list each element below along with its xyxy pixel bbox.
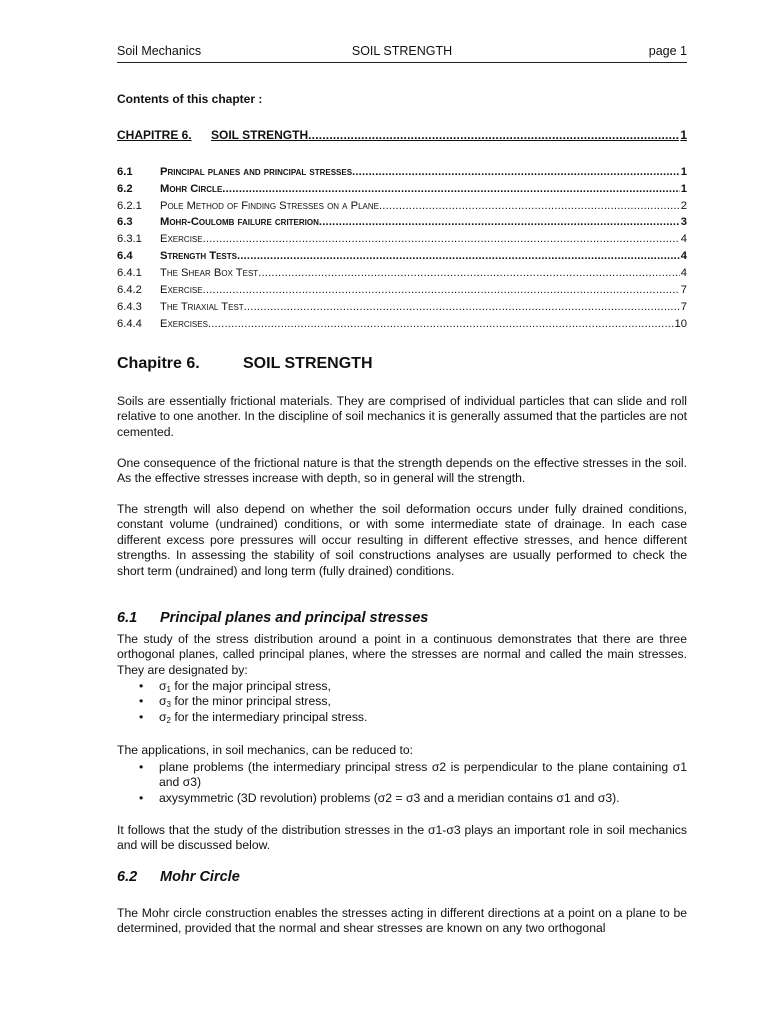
toc-entry-page: 2 (680, 200, 687, 212)
list-item (117, 694, 687, 709)
intro-paragraph: Soils are essentially frictional materials. They are comprised of individual particles that can slide and roll relative to one another. In the discipline of soil mechanics it is generally assumed that the particles are not cemented. (117, 394, 687, 439)
body-paragraph: The Mohr circle construction enables the stresses acting in different directions at a point on a plane to be determined, provided that the normal and shear stresses are known on any two orthogonal (117, 906, 687, 936)
sigma-subscript: 3 (166, 700, 171, 710)
section-number: 6.2 (117, 869, 138, 885)
toc-leader (244, 300, 680, 315)
toc-entry[interactable] (117, 199, 687, 214)
toc-entry-number: 6.4 (117, 250, 133, 262)
sigma-subscript: 2 (166, 715, 171, 725)
toc-entry-title: Strength Tests (160, 250, 237, 262)
section-number: 6.1 (117, 610, 138, 626)
body-paragraph: The study of the stress distribution around a point in a continuous demonstrates that there are three orthogonal planes, called principal planes, where the stresses are normal and called the main stresses. They are designated by: (117, 632, 687, 677)
header-page-number: page 1 (648, 44, 687, 58)
toc-entry-title: Mohr Circle (160, 183, 223, 195)
toc-entry-title: Exercise (160, 284, 203, 296)
bullet-glyph: • (139, 760, 144, 774)
toc-entry[interactable] (117, 232, 687, 247)
sigma-symbol: σ (159, 679, 167, 693)
sigma-symbol: σ (159, 709, 167, 724)
list-item-text: for the minor principal stress, (170, 694, 331, 709)
bullet-glyph: • (139, 694, 144, 709)
section-heading (117, 869, 240, 885)
page-header (117, 44, 687, 63)
body-paragraph: It follows that the study of the distribution stresses in the σ1-σ3 plays an important role in soil mechanics and will be discussed below. (117, 823, 687, 853)
toc-leader (208, 317, 674, 332)
toc-chapter-number: CHAPITRE 6. (117, 128, 192, 142)
toc-entry[interactable] (117, 165, 687, 180)
toc-entry-page: 7 (680, 301, 687, 313)
toc-leader (203, 283, 680, 298)
toc-leader (319, 215, 680, 230)
toc-entry-title: The Shear Box Test (160, 267, 259, 279)
toc-entry-title: The Triaxial Test (160, 301, 244, 313)
toc-leader (379, 199, 680, 214)
header-chapter: SOIL STRENGTH (351, 44, 453, 58)
toc-entry[interactable] (117, 215, 687, 230)
body-paragraph: The applications, in soil mechanics, can be reduced to: (117, 743, 414, 757)
toc-entry-number: 6.4.3 (117, 301, 142, 313)
bullet-glyph: • (139, 790, 144, 805)
list-item-text: axysymmetric (3D revolution) problems (σ2 = σ3 and a meridian contains σ1 and σ3). (159, 790, 620, 805)
intro-paragraph: One consequence of the frictional nature is that the strength depends on the effective stresses in the soil. As the effective stresses increase with depth, so in general will the strength. (117, 456, 687, 486)
list-item-text: for the major principal stress, (170, 679, 331, 693)
toc-entry[interactable] (117, 182, 687, 197)
toc-entry-number: 6.2 (117, 183, 133, 195)
toc-leader (352, 165, 680, 180)
toc-chapter-title: SOIL STRENGTH (211, 128, 309, 142)
toc-entry-title: Principal planes and principal stresses (160, 166, 353, 178)
applications-list (117, 760, 687, 806)
toc-entry-page: 1 (680, 166, 687, 178)
toc-entry-number: 6.2.1 (117, 200, 142, 212)
list-item-text: plane problems (the intermediary principal stress σ2 is perpendicular to the plane containing σ1 and σ3) (159, 760, 687, 790)
toc-entry-page: 3 (680, 216, 687, 228)
toc-chapter-page: 1 (680, 128, 687, 142)
toc-entry-number: 6.3 (117, 216, 133, 228)
toc-entry-title: Exercises (160, 318, 208, 330)
toc-entry[interactable] (117, 317, 687, 332)
list-item (117, 679, 687, 694)
toc-entry-page: 4 (680, 267, 687, 279)
list-item (117, 710, 687, 725)
toc-entry-title: Mohr-Coulomb failure criterion (160, 216, 319, 228)
toc-entry-title: Pole Method of Finding Stresses on a Plane (160, 200, 379, 212)
list-item (117, 760, 687, 791)
bullet-glyph: • (139, 709, 144, 724)
toc-entry-page: 7 (680, 284, 687, 296)
list-item-text: for the intermediary principal stress. (170, 709, 368, 724)
list-item (117, 791, 687, 806)
toc-entry-page: 4 (680, 233, 687, 245)
section-title: Principal planes and principal stresses (160, 610, 429, 626)
toc-entry-number: 6.1 (117, 166, 133, 178)
section-heading (117, 610, 428, 626)
toc-leader (237, 249, 680, 264)
chapter-title: SOIL STRENGTH (243, 355, 373, 372)
toc-entry[interactable] (117, 266, 687, 281)
chapter-label: Chapitre 6. (117, 355, 200, 372)
toc-entry-number: 6.4.1 (117, 267, 142, 279)
bullet-glyph: • (139, 679, 144, 693)
toc-entry-page: 4 (680, 250, 687, 262)
toc-entry[interactable] (117, 283, 687, 298)
toc-entry[interactable] (117, 249, 687, 264)
header-course: Soil Mechanics (117, 44, 202, 58)
sigma-subscript: 1 (166, 685, 171, 694)
toc-entry[interactable] (117, 300, 687, 315)
toc-leader (222, 182, 679, 197)
toc-entry-number: 6.3.1 (117, 233, 142, 245)
toc-leader (203, 232, 680, 247)
toc-title: Contents of this chapter : (117, 92, 263, 106)
toc-entry-number: 6.4.4 (117, 318, 142, 330)
principal-stress-list (117, 679, 687, 725)
sigma-symbol: σ (159, 694, 167, 709)
intro-paragraph: The strength will also depend on whether the soil deformation occurs under fully drained conditions, constant volume (undrained) conditions, or with some intermediate state of drainage. In each case different excess pore pressures will occur resulting in different effective stresses, and hence different strengths. In assessing the stability of soil constructions analyses are usually performed to check the short term (undrained) and long term (fully drained) conditions. (117, 502, 687, 578)
toc-entry-page: 1 (680, 183, 687, 195)
toc-chapter-entry[interactable] (117, 128, 687, 143)
toc-entry-title: Exercise (160, 233, 203, 245)
chapter-heading (117, 355, 373, 373)
toc-entry-page: 10 (674, 318, 687, 330)
toc-entry-number: 6.4.2 (117, 284, 142, 296)
toc-leader (258, 266, 680, 281)
section-title: Mohr Circle (160, 869, 240, 885)
toc-leader (308, 128, 679, 143)
